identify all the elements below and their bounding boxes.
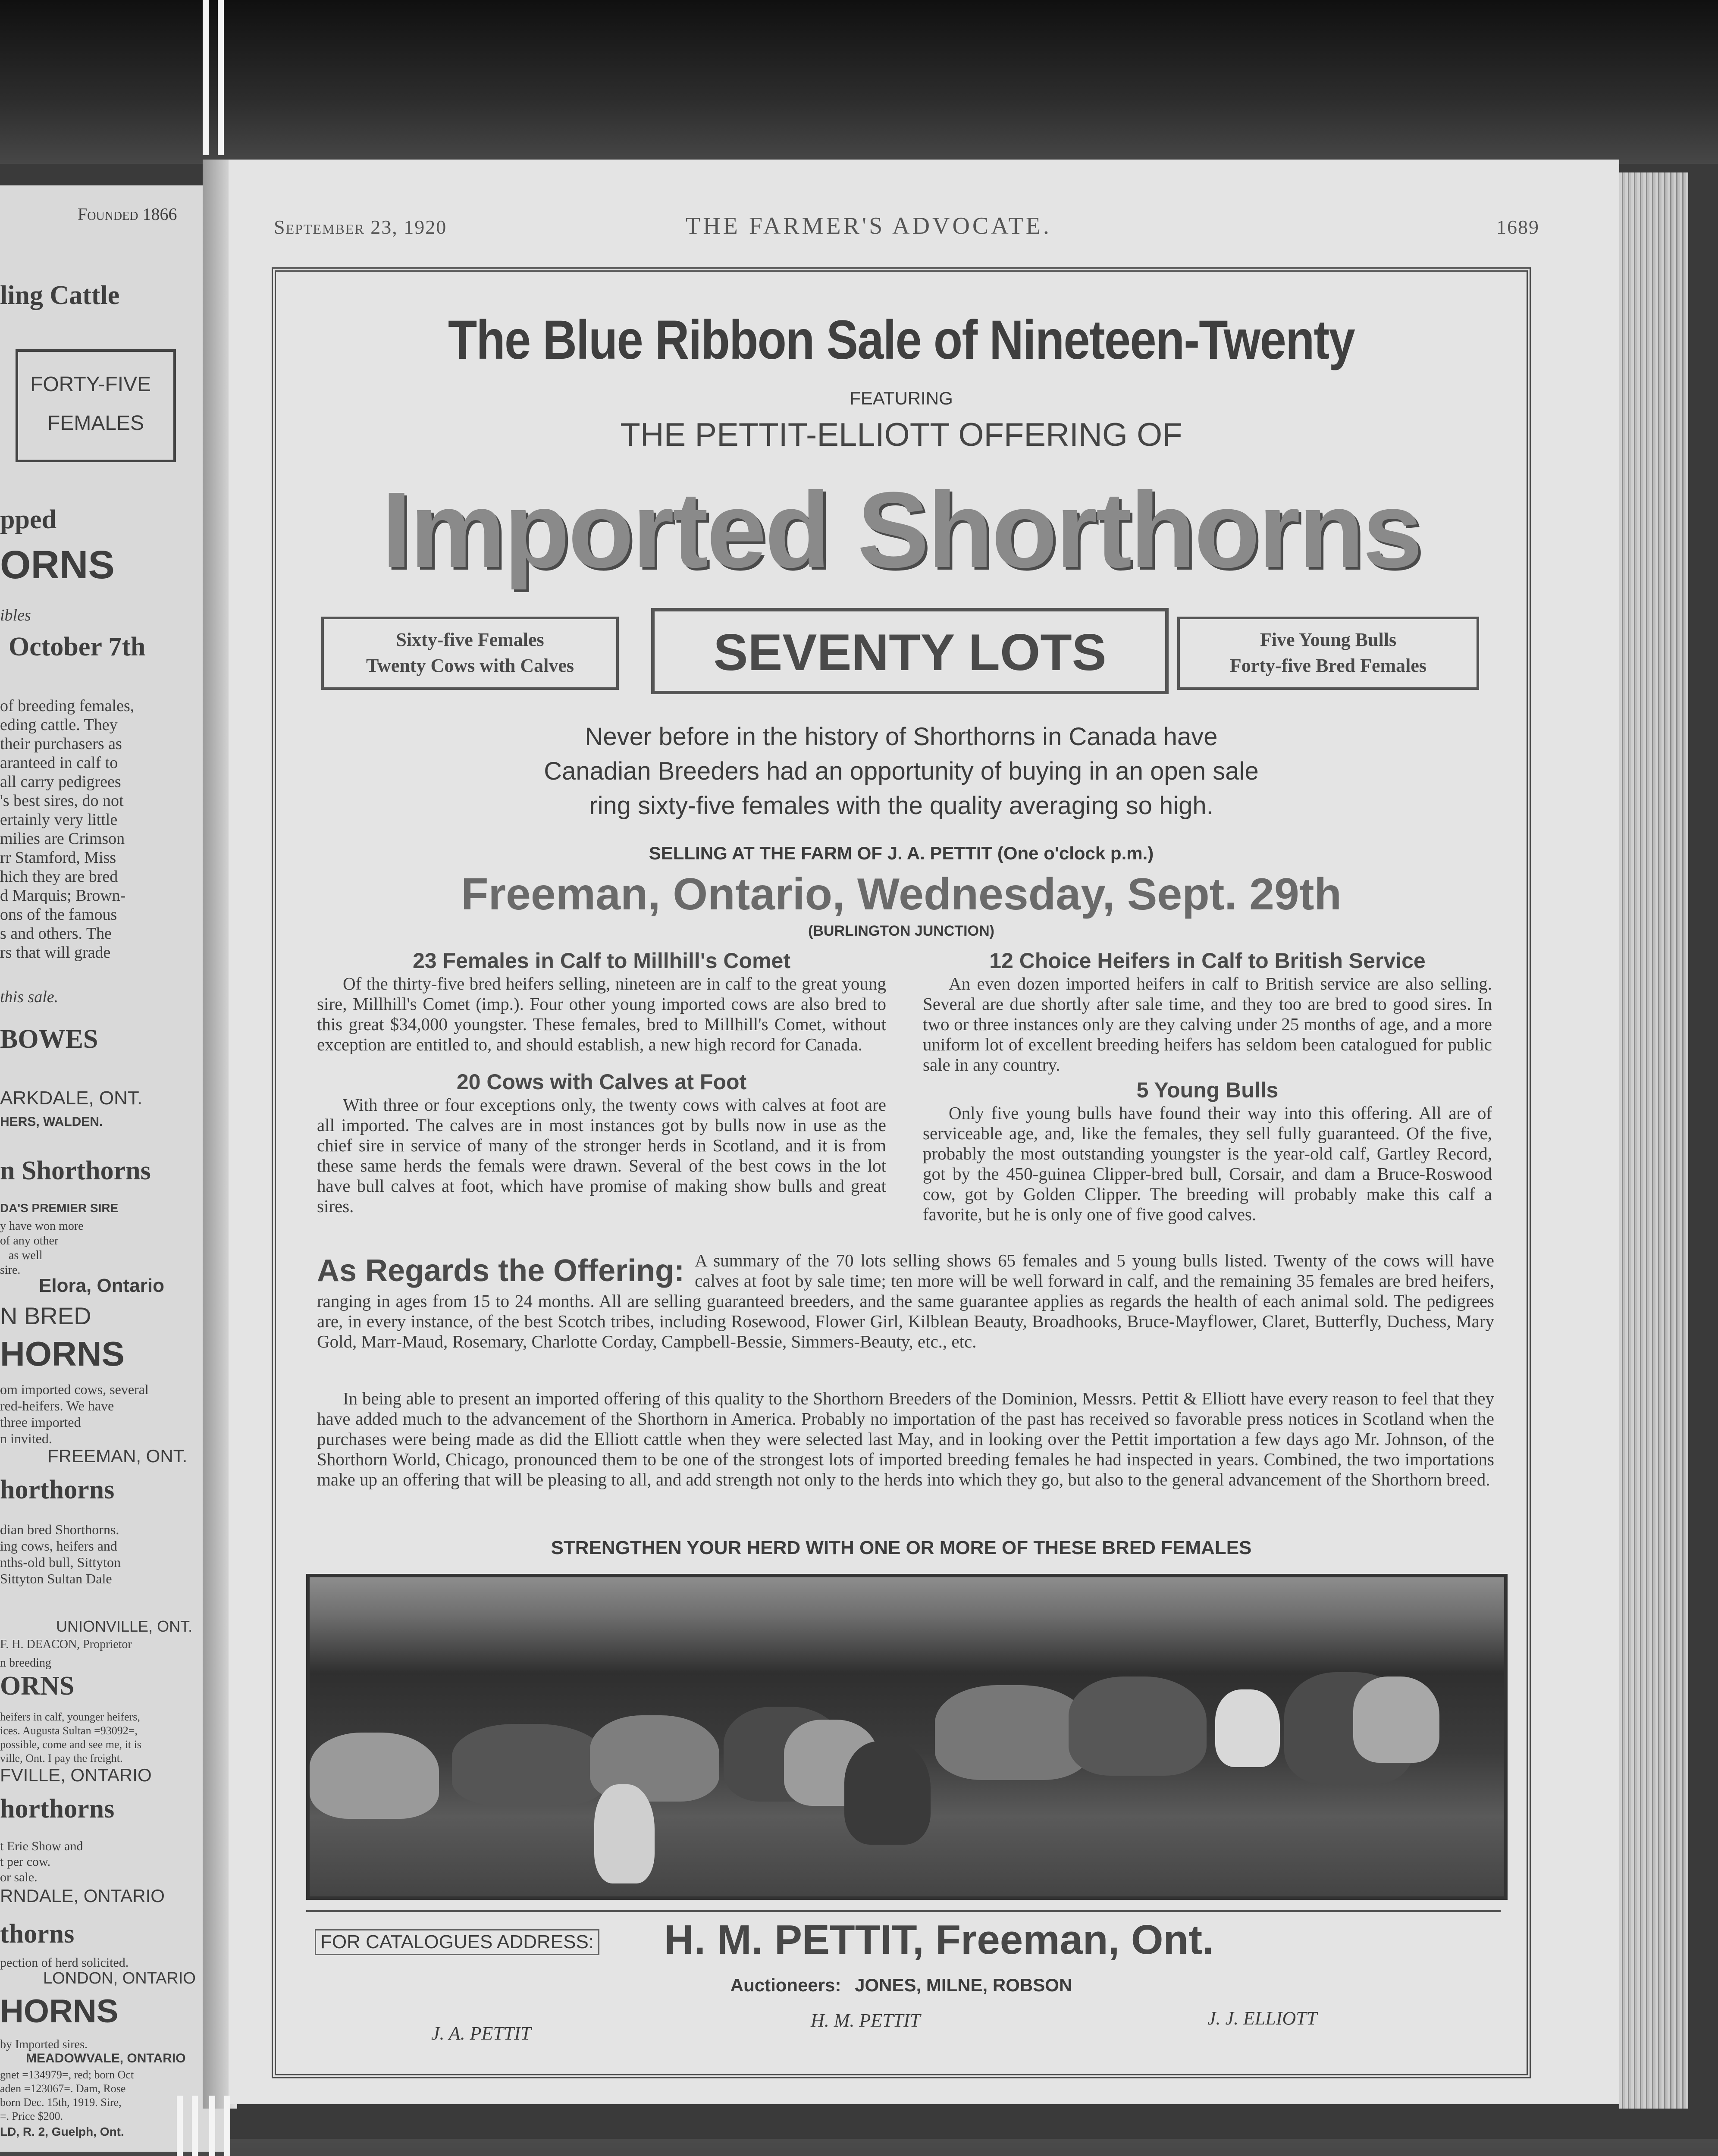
page-clip: [203, 0, 209, 155]
left-line: HORNS: [0, 1993, 119, 2030]
left-line: FORTY-FIVE: [30, 373, 151, 396]
scanner-background-top: [0, 0, 1718, 164]
left-line: horthorns: [0, 1794, 115, 1824]
left-line: ORNS: [0, 1671, 75, 1701]
left-line: of breeding females,: [0, 697, 135, 715]
left-line: RNDALE, ONTARIO: [0, 1886, 165, 1906]
cattle-photo: [306, 1574, 1508, 1900]
left-line: t per cow.: [0, 1855, 51, 1869]
col1-heading-1: 23 Females in Calf to Millhill's Comet: [413, 949, 790, 973]
left-line: ons of the famous: [0, 906, 117, 924]
left-line: aranteed in calf to: [0, 754, 118, 772]
auctioneers-names: JONES, MILNE, ROBSON: [855, 1975, 1072, 1995]
left-line: n breeding: [0, 1656, 51, 1670]
left-line: =. Price $200.: [0, 2110, 63, 2122]
left-line: ling Cattle: [0, 281, 120, 310]
ad-selling-at: SELLING AT THE FARM OF J. A. PETTIT (One o'clock p.m.): [649, 843, 1154, 863]
ad-main-title: Imported Shorthorns: [381, 470, 1421, 590]
left-line: d Marquis; Brown-: [0, 887, 126, 905]
left-line: rr Stamford, Miss: [0, 849, 116, 867]
box-seventy-lots: [651, 608, 1169, 694]
ad-intro-line: Canadian Breeders had an opportunity of buying in an open sale: [544, 757, 1259, 785]
offering-heading: As Regards the Offering:: [317, 1253, 685, 1288]
left-line: FEMALES: [47, 412, 144, 435]
box-females-line: Twenty Cows with Calves: [366, 655, 574, 676]
left-line: hich they are bred: [0, 868, 118, 886]
offering-text: A summary of the 70 lots selling shows 65 females and 5 young bulls listed. Twenty of the cows will have calves at foot by sale time; ten more will be well forward in calf, and the remaining 35 females are bred heifers, ranging in ages from 15 to 24 months. All are selling guaranteed breeders, and the same guarantee applies as regards the health of each animal sold. The pedigrees are, in every instance, of the best Scotch tribes, including Rosewood, Flower Girl, Kilblean Beauty, Broadhooks, Bruce-Mayflower, Claret, Butterfly, Duchess, Mary Gold, Marr-Maud, Rosemary, Charlotte Corday, Campbell-Bessie, Simmers-Beauty, etc., etc.: [317, 1250, 1494, 1351]
left-line: ARKDALE, ONT.: [0, 1087, 143, 1109]
left-page: [0, 185, 229, 2152]
col2-paragraph-2: Only five young bulls have found their way into this offering. All are of serviceable age, and, like the females, they sell fully guaranteed. Of the five, probably the most outstanding youngster is the year-old calf, Gartley Record, got by the 450-guinea Clipper-bred bull, Corsair, and dam a Bruce-Roswood cow, got by Golden Clipper. The breeding will probably make this calf a favorite, but he is only one of five good calves.: [923, 1103, 1492, 1224]
left-line: Sittyton Sultan Dale: [0, 1571, 112, 1586]
left-line: gnet =134979=, red; born Oct: [0, 2068, 134, 2081]
cow-shape: [594, 1784, 655, 1883]
signature: J. A. PETTIT: [431, 2023, 531, 2044]
left-page-header: Founded 1866: [78, 204, 177, 224]
left-line: of any other: [0, 1234, 59, 1247]
left-line: ertainly very little: [0, 811, 118, 829]
page-clip: [218, 0, 224, 155]
left-line: ORNS: [0, 543, 115, 587]
column-left: [317, 951, 886, 1216]
column-right: [923, 951, 1492, 1225]
left-line: s and others. The: [0, 924, 112, 943]
closing-text: In being able to present an imported offering of this quality to the Shorthorn Breeders of the Dominion, Messrs. Pettit & Elliott have every reason to feel that they have added much to the advancement of the Shorthorn in America. Probably no importation of the past has received so favorable press notices in Scotland when the purchases were being made as did the Elliott cattle when they were selected last May, and in looking over the Pettit importation a few days ago Mr. Johnson, of the Shorthorn World, Chicago, pronounced them to be one of the strongest lots of imported breeding females he had inspected in years. Combined, the two importations make up an offering that will be pleasing to all, and add strength not only to the herds into which they go, but also to the general advancement of the Shorthorn breed.: [317, 1388, 1494, 1489]
cow-shape: [310, 1733, 439, 1819]
left-line: BOWES: [0, 1025, 98, 1054]
box-bulls-line: Five Young Bulls: [1260, 629, 1397, 650]
left-line: this sale.: [0, 988, 59, 1006]
signature: J. J. ELLIOTT: [1207, 2008, 1317, 2029]
left-line: Elora, Ontario: [39, 1275, 164, 1296]
ad-intro-line: Never before in the history of Shorthorns in Canada have: [585, 723, 1218, 751]
ad-offering: THE PETTIT-ELLIOTT OFFERING OF: [620, 417, 1182, 453]
cow-shape: [1353, 1677, 1439, 1763]
box-bulls: [1177, 617, 1479, 690]
left-box: [16, 349, 176, 462]
left-line: ices. Augusta Sultan =93092=,: [0, 1724, 138, 1737]
ad-place-date: Freeman, Ontario, Wednesday, Sept. 29th: [461, 869, 1342, 919]
left-line: HERS, WALDEN.: [0, 1115, 103, 1129]
left-line: horthorns: [0, 1475, 115, 1504]
box-females: [321, 617, 619, 690]
left-line: their purchasers as: [0, 735, 122, 753]
left-line: LD, R. 2, Guelph, Ont.: [0, 2125, 124, 2138]
left-line: 's best sires, do not: [0, 792, 124, 810]
catalogue-line: [306, 1910, 1501, 1963]
left-line: by Imported sires.: [0, 2038, 88, 2051]
cow-shape: [935, 1685, 1090, 1780]
col1-paragraph-1: Of the thirty-five bred heifers selling, nineteen are in calf to the great young sire, Millhill's Comet (imp.). Four other young imported cows are also bred to this great $34,000 youngster. These females, bred to Millhill's Comet, without exception are entitled to, and should establish, a new high record for Canada.: [317, 974, 886, 1054]
closing-paragraph: [317, 1388, 1494, 1490]
header-page-number: 1689: [1496, 216, 1539, 238]
cow-shape: [1069, 1677, 1207, 1776]
left-line: DA'S PREMIER SIRE: [0, 1201, 119, 1215]
col1-paragraph-2: With three or four exceptions only, the twenty cows with calves at foot are all imported. The calves are in most instances got by bulls now in use as the chief sire in service of many of the stronger herds in Scotland, and it is from these same herds the femals were drawn. Several of the best cows in the lot have bull calves at foot, which have promise of making show bulls and great sires.: [317, 1095, 886, 1216]
left-line: HORNS: [0, 1335, 125, 1373]
left-line: all carry pedigrees: [0, 773, 121, 791]
col2-heading-2: 5 Young Bulls: [1136, 1078, 1279, 1102]
left-line: as well: [9, 1249, 43, 1262]
left-line: ibles: [0, 606, 31, 624]
left-line: MEADOWVALE, ONTARIO: [26, 2051, 186, 2065]
cow-shape: [1215, 1689, 1280, 1767]
col2-heading-1: 12 Choice Heifers in Calf to British Service: [989, 949, 1426, 973]
ad-intro-line: ring sixty-five females with the quality averaging so high.: [589, 792, 1213, 820]
left-line: heifers in calf, younger heifers,: [0, 1711, 140, 1723]
left-line: October 7th: [9, 632, 146, 661]
left-line: UNIONVILLE, ONT.: [56, 1617, 193, 1635]
left-line: dian bred Shorthorns.: [0, 1522, 119, 1537]
left-line: t Erie Show and: [0, 1839, 83, 1853]
page-clip: [177, 2096, 183, 2156]
catalogue-label: FOR CATALOGUES ADDRESS:: [315, 1929, 599, 1955]
left-line: N BRED: [0, 1302, 91, 1329]
col2-paragraph-1: An even dozen imported heifers in calf to British service are also selling. Several are due shortly after sale time, and they too are bred to good sires. In two or three instances only are they calving under 25 months of age, and a more uniform lot of excellent breeding heifers has seldom been catalogued for public sale in any country.: [923, 974, 1492, 1075]
cow-shape: [844, 1741, 931, 1845]
auctioneers-line: [276, 1975, 1527, 1996]
left-line: LONDON, ONTARIO: [43, 1969, 196, 1987]
signature: H. M. PETTIT: [811, 2010, 921, 2031]
left-line: red-heifers. We have: [0, 1398, 114, 1413]
left-line: pped: [0, 505, 56, 534]
advertisement: [272, 267, 1531, 2078]
left-line: ville, Ont. I pay the freight.: [0, 1752, 123, 1764]
left-line: ing cows, heifers and: [0, 1538, 117, 1554]
left-line: eding cattle. They: [0, 716, 118, 734]
left-line: FREEMAN, ONT.: [47, 1446, 188, 1466]
page-clip: [209, 2096, 215, 2156]
header-date: September 23, 1920: [274, 216, 447, 238]
box-bulls-line: Forty-five Bred Females: [1229, 655, 1427, 676]
left-line: sire.: [0, 1263, 21, 1277]
ad-headline: The Blue Ribbon Sale of Nineteen-Twenty: [448, 309, 1355, 371]
box-females-line: Sixty-five Females: [396, 629, 544, 650]
scanner-background-bottom: [0, 2139, 1718, 2156]
catalogue-name: H. M. PETTIT, Freeman, Ont.: [664, 1917, 1214, 1963]
box-seventy-lots-text: SEVENTY LOTS: [713, 624, 1107, 681]
left-line: nths-old bull, Sittyton: [0, 1554, 121, 1570]
book-edge: [1619, 172, 1688, 2109]
left-line: n invited.: [0, 1431, 52, 1446]
offering-summary: [317, 1250, 1494, 1352]
auctioneers-label: Auctioneers:: [730, 1975, 841, 1995]
left-line: n Shorthorns: [0, 1156, 151, 1185]
left-line: pection of herd solicited.: [0, 1955, 129, 1970]
left-line: rs that will grade: [0, 943, 111, 962]
left-line: FVILLE, ONTARIO: [0, 1765, 152, 1785]
left-line: aden =123067=. Dam, Rose: [0, 2082, 126, 2095]
left-line: y have won more: [0, 1219, 84, 1233]
page-clip: [192, 2096, 198, 2156]
header-title: THE FARMER'S ADVOCATE.: [686, 213, 1052, 239]
left-line: F. H. DEACON, Proprietor: [0, 1638, 132, 1651]
col1-heading-2: 20 Cows with Calves at Foot: [456, 1070, 747, 1094]
left-line: possible, come and see me, it is: [0, 1738, 141, 1751]
cow-shape: [452, 1724, 607, 1806]
left-line: or sale.: [0, 1870, 38, 1884]
ad-junction: (BURLINGTON JUNCTION): [808, 923, 994, 939]
left-line: born Dec. 15th, 1919. Sire,: [0, 2096, 122, 2109]
ad-strengthen: STRENGTHEN YOUR HERD WITH ONE OR MORE OF THESE BRED FEMALES: [551, 1537, 1252, 1558]
ad-featuring: FEATURING: [850, 388, 953, 408]
left-line: milies are Crimson: [0, 830, 125, 848]
page-clip: [224, 2096, 230, 2156]
left-line: thorns: [0, 1919, 75, 1949]
left-line: three imported: [0, 1414, 81, 1430]
left-line: om imported cows, several: [0, 1382, 149, 1397]
